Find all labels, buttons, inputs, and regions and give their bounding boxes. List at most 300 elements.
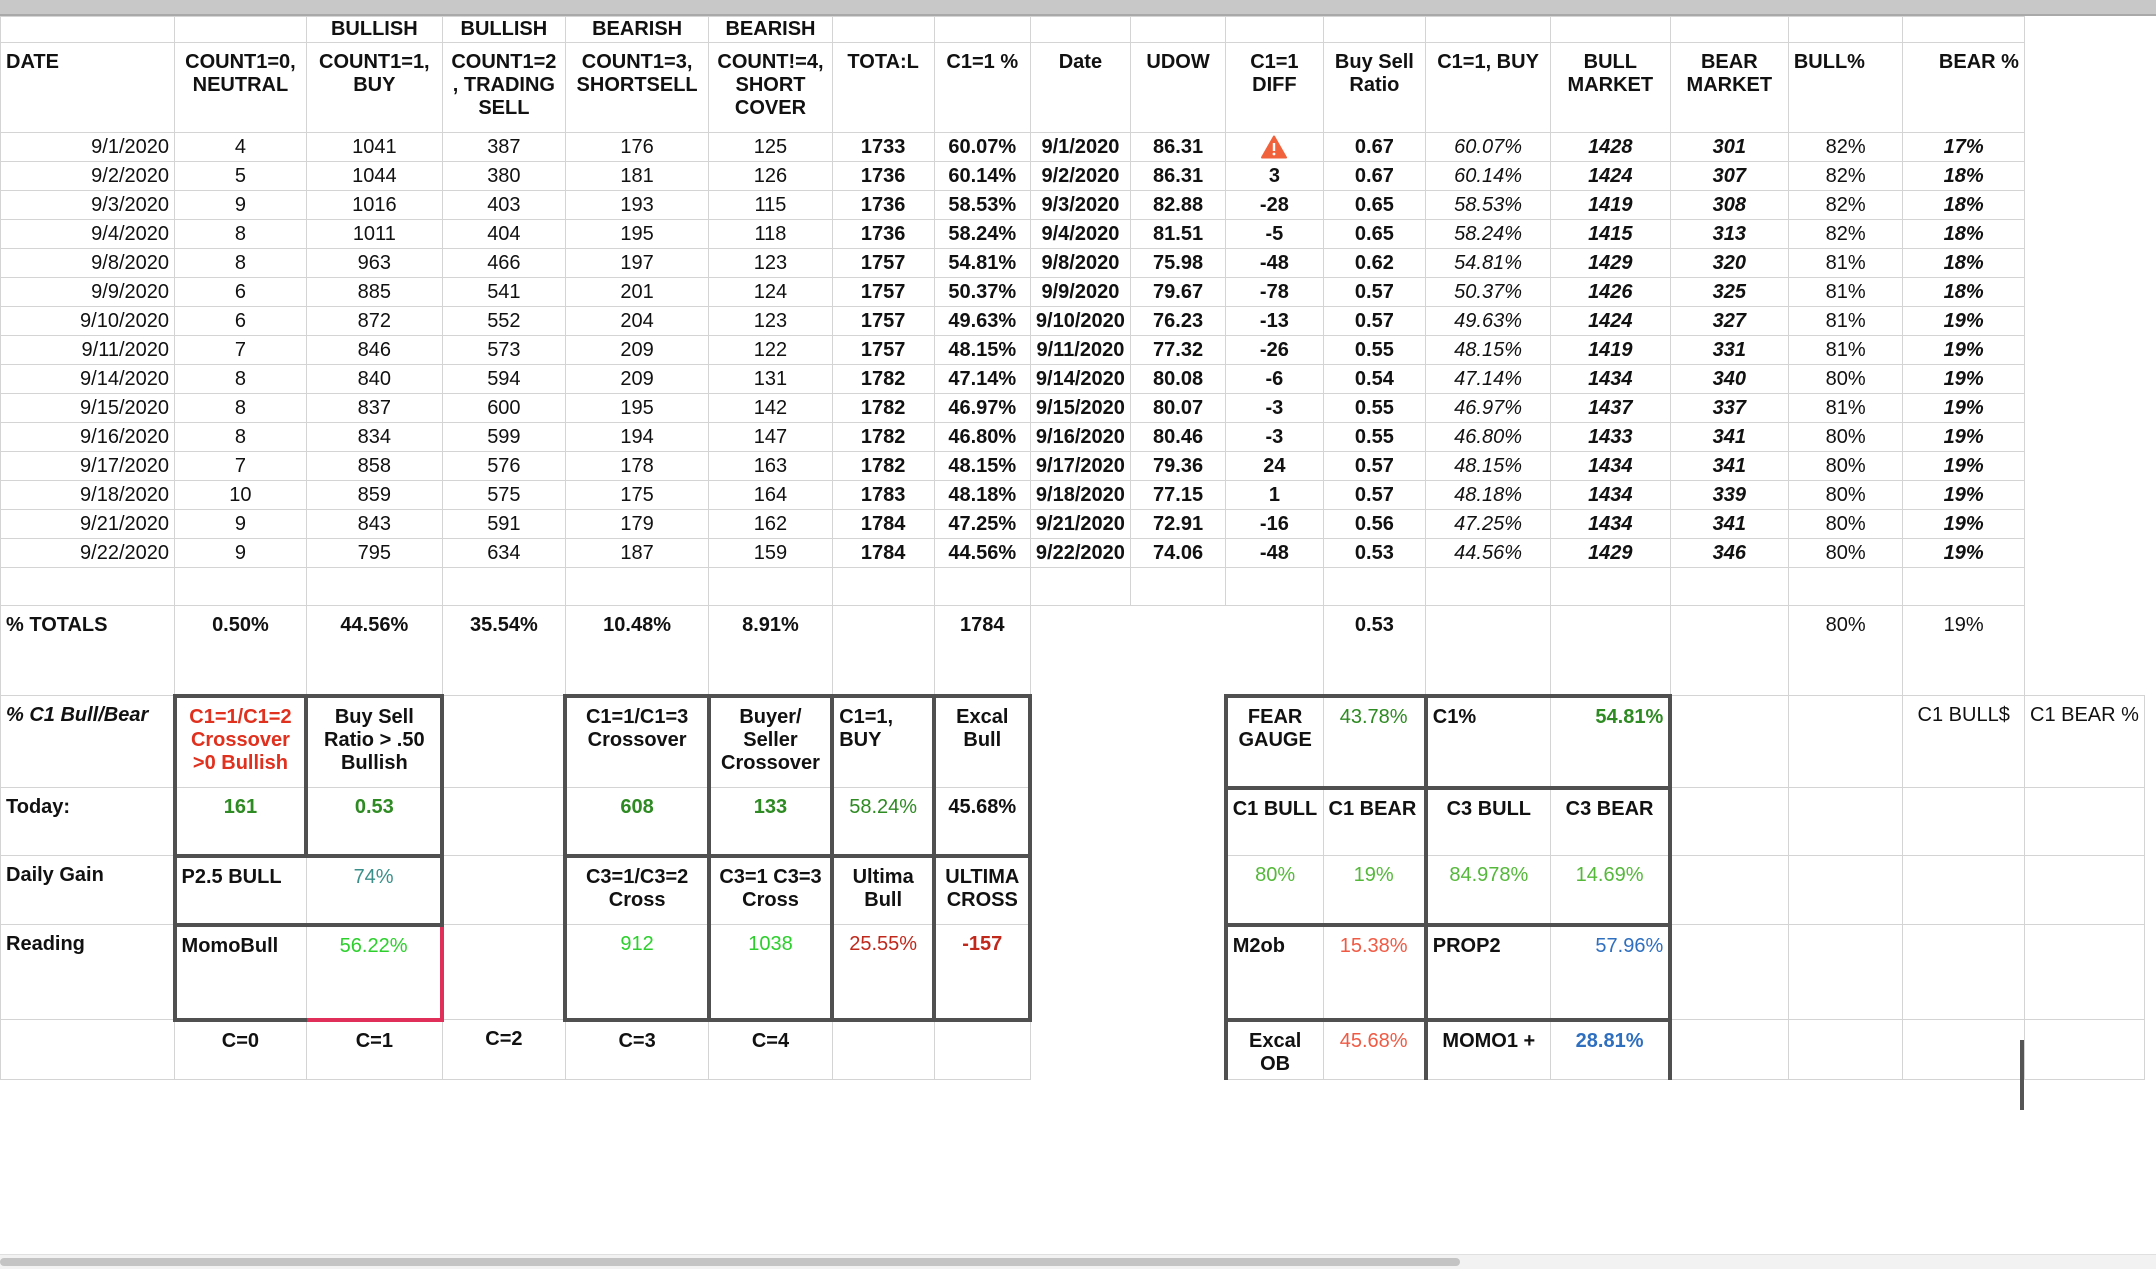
- date-cell[interactable]: 9/3/2020: [1, 191, 175, 220]
- total-cell[interactable]: 1757: [832, 278, 934, 307]
- count-buy-cell[interactable]: 1011: [306, 220, 442, 249]
- c1-pct-cell[interactable]: 46.97%: [934, 394, 1030, 423]
- date-cell[interactable]: 9/14/2020: [1, 365, 175, 394]
- count-neutral-cell[interactable]: 5: [175, 162, 307, 191]
- udow-cell[interactable]: 77.32: [1130, 336, 1225, 365]
- bull-pct-cell[interactable]: 82%: [1788, 162, 1903, 191]
- count-buy-cell[interactable]: 859: [306, 481, 442, 510]
- cell[interactable]: [1426, 17, 1551, 43]
- count-trading-sell-cell[interactable]: 573: [442, 336, 565, 365]
- bull-pct-cell[interactable]: 80%: [1788, 510, 1903, 539]
- ratio-cell[interactable]: 0.65: [1323, 191, 1426, 220]
- bear-market-cell[interactable]: 341: [1670, 423, 1788, 452]
- c3-bull-value[interactable]: 84.978%: [1426, 856, 1551, 925]
- cell[interactable]: [1903, 788, 2024, 856]
- cell[interactable]: [175, 568, 307, 606]
- date2-cell[interactable]: 9/17/2020: [1030, 452, 1130, 481]
- c1-pct-cell[interactable]: 48.18%: [934, 481, 1030, 510]
- date2-cell[interactable]: 9/11/2020: [1030, 336, 1130, 365]
- bear-market-cell[interactable]: 331: [1670, 336, 1788, 365]
- count-short-cover-cell[interactable]: 123: [709, 249, 832, 278]
- c1-c3-crossover-label[interactable]: C1=1/C1=3 Crossover: [565, 696, 708, 788]
- count-buy-cell[interactable]: 872: [306, 307, 442, 336]
- cell[interactable]: [1226, 17, 1323, 43]
- today-ratio-value[interactable]: 0.53: [306, 788, 442, 856]
- cell[interactable]: [1030, 696, 1130, 788]
- count-trading-sell-cell[interactable]: 600: [442, 394, 565, 423]
- count-short-cover-cell[interactable]: 124: [709, 278, 832, 307]
- total-cell[interactable]: 1782: [832, 394, 934, 423]
- cell[interactable]: [1670, 788, 1788, 856]
- cell[interactable]: [832, 606, 934, 696]
- bear-market-cell[interactable]: 307: [1670, 162, 1788, 191]
- momobull-label[interactable]: MomoBull: [175, 925, 307, 1020]
- cell[interactable]: [1, 1020, 175, 1080]
- ratio-cell[interactable]: 0.55: [1323, 336, 1426, 365]
- excal-ob-label[interactable]: Excal OB: [1226, 1020, 1323, 1080]
- today-c1-c3-value[interactable]: 608: [565, 788, 708, 856]
- cell[interactable]: [2024, 856, 2144, 925]
- cell[interactable]: [1130, 856, 1225, 925]
- count-buy-cell[interactable]: 1041: [306, 133, 442, 162]
- cell[interactable]: [1030, 1020, 1130, 1080]
- bear-market-cell[interactable]: 308: [1670, 191, 1788, 220]
- date2-cell[interactable]: 9/15/2020: [1030, 394, 1130, 423]
- cell[interactable]: [934, 17, 1030, 43]
- date-cell[interactable]: 9/15/2020: [1, 394, 175, 423]
- bear-market-cell[interactable]: 341: [1670, 452, 1788, 481]
- cell[interactable]: [1, 17, 175, 43]
- bull-market-cell[interactable]: 1419: [1550, 336, 1670, 365]
- diff-cell[interactable]: 3: [1226, 162, 1323, 191]
- date2-cell[interactable]: 9/3/2020: [1030, 191, 1130, 220]
- diff-cell[interactable]: -48: [1226, 539, 1323, 568]
- bull-market-cell[interactable]: 1415: [1550, 220, 1670, 249]
- c3-bull-label[interactable]: C3 BULL: [1426, 788, 1551, 856]
- column-header[interactable]: BEAR MARKET: [1670, 43, 1788, 133]
- date-cell[interactable]: 9/21/2020: [1, 510, 175, 539]
- count-buy-cell[interactable]: 795: [306, 539, 442, 568]
- momo1-value[interactable]: 28.81%: [1550, 1020, 1670, 1080]
- c3-bear-label[interactable]: C3 BEAR: [1550, 788, 1670, 856]
- diff-cell[interactable]: -16: [1226, 510, 1323, 539]
- excal-bull-label[interactable]: Excal Bull: [934, 696, 1030, 788]
- c1-buy-cell[interactable]: 47.14%: [1426, 365, 1551, 394]
- today-c1-buy-value[interactable]: 58.24%: [832, 788, 934, 856]
- cell[interactable]: [1670, 606, 1788, 696]
- count-trading-sell-cell[interactable]: 403: [442, 191, 565, 220]
- prop2-value[interactable]: 57.96%: [1550, 925, 1670, 1020]
- bull-market-cell[interactable]: 1433: [1550, 423, 1670, 452]
- diff-cell[interactable]: -13: [1226, 307, 1323, 336]
- bull-pct-cell[interactable]: 82%: [1788, 133, 1903, 162]
- p25-bull-value[interactable]: 74%: [306, 856, 442, 925]
- bear-pct-cell[interactable]: 19%: [1903, 423, 2024, 452]
- cell[interactable]: [1130, 17, 1225, 43]
- udow-cell[interactable]: 79.67: [1130, 278, 1225, 307]
- count-neutral-cell[interactable]: 7: [175, 336, 307, 365]
- c1-buy-cell[interactable]: 46.80%: [1426, 423, 1551, 452]
- ratio-cell[interactable]: 0.65: [1323, 220, 1426, 249]
- bear-pct-cell[interactable]: 18%: [1903, 249, 2024, 278]
- cell[interactable]: [1130, 568, 1225, 606]
- total-cell[interactable]: 1733: [832, 133, 934, 162]
- cell[interactable]: [1226, 606, 1323, 696]
- count-neutral-cell[interactable]: 8: [175, 220, 307, 249]
- spreadsheet-grid[interactable]: [0, 16, 2156, 1080]
- bear-market-cell[interactable]: 340: [1670, 365, 1788, 394]
- count-trading-sell-cell[interactable]: 575: [442, 481, 565, 510]
- count-short-cover-cell[interactable]: 126: [709, 162, 832, 191]
- count-neutral-cell[interactable]: 9: [175, 539, 307, 568]
- udow-cell[interactable]: 74.06: [1130, 539, 1225, 568]
- count-trading-sell-cell[interactable]: 466: [442, 249, 565, 278]
- cell[interactable]: [1670, 696, 1788, 788]
- count-buy-cell[interactable]: 1044: [306, 162, 442, 191]
- bull-pct-cell[interactable]: 81%: [1788, 394, 1903, 423]
- ratio-cell[interactable]: 0.62: [1323, 249, 1426, 278]
- diff-cell[interactable]: 1: [1226, 481, 1323, 510]
- udow-cell[interactable]: 82.88: [1130, 191, 1225, 220]
- count-buy-cell[interactable]: 1016: [306, 191, 442, 220]
- udow-cell[interactable]: 77.15: [1130, 481, 1225, 510]
- bull-market-cell[interactable]: 1419: [1550, 191, 1670, 220]
- date2-cell[interactable]: 9/10/2020: [1030, 307, 1130, 336]
- excal-ob-value[interactable]: 45.68%: [1323, 1020, 1426, 1080]
- bear-pct-cell[interactable]: 18%: [1903, 220, 2024, 249]
- count-shortsell-cell[interactable]: 195: [565, 394, 708, 423]
- bear-pct-cell[interactable]: 19%: [1903, 452, 2024, 481]
- count-trading-sell-cell[interactable]: 576: [442, 452, 565, 481]
- date-cell[interactable]: 9/11/2020: [1, 336, 175, 365]
- count-buy-cell[interactable]: 963: [306, 249, 442, 278]
- count-buy-cell[interactable]: 834: [306, 423, 442, 452]
- bear-pct-cell[interactable]: 18%: [1903, 278, 2024, 307]
- column-header[interactable]: COUNT1=1, BUY: [306, 43, 442, 133]
- cell[interactable]: [1670, 925, 1788, 1020]
- c1-pct-cell[interactable]: 47.25%: [934, 510, 1030, 539]
- date-cell[interactable]: 9/22/2020: [1, 539, 175, 568]
- cell[interactable]: [175, 17, 307, 43]
- bear-market-cell[interactable]: 339: [1670, 481, 1788, 510]
- bear-pct-cell[interactable]: 19%: [1903, 365, 2024, 394]
- date2-cell[interactable]: 9/2/2020: [1030, 162, 1130, 191]
- count-buy-cell[interactable]: 885: [306, 278, 442, 307]
- diff-cell[interactable]: [1226, 133, 1323, 162]
- cell[interactable]: [1788, 17, 1903, 43]
- c1-buy-cell[interactable]: 60.07%: [1426, 133, 1551, 162]
- count-short-cover-cell[interactable]: 123: [709, 307, 832, 336]
- bull-market-cell[interactable]: 1424: [1550, 162, 1670, 191]
- diff-cell[interactable]: -28: [1226, 191, 1323, 220]
- column-header[interactable]: Date: [1030, 43, 1130, 133]
- cell[interactable]: [1903, 17, 2024, 43]
- totals-c2[interactable]: 35.54%: [442, 606, 565, 696]
- count-shortsell-cell[interactable]: 193: [565, 191, 708, 220]
- date-cell[interactable]: 9/10/2020: [1, 307, 175, 336]
- cell[interactable]: [1030, 17, 1130, 43]
- column-header[interactable]: COUNT1=3, SHORTSELL: [565, 43, 708, 133]
- total-cell[interactable]: 1736: [832, 162, 934, 191]
- c1-buy-cell[interactable]: 47.25%: [1426, 510, 1551, 539]
- date-cell[interactable]: 9/16/2020: [1, 423, 175, 452]
- cell[interactable]: [1788, 696, 1903, 788]
- cell[interactable]: [1788, 568, 1903, 606]
- count-shortsell-cell[interactable]: 195: [565, 220, 708, 249]
- diff-cell[interactable]: -3: [1226, 423, 1323, 452]
- c1-buy-cell[interactable]: 50.37%: [1426, 278, 1551, 307]
- cell[interactable]: [1, 568, 175, 606]
- bull-market-cell[interactable]: 1424: [1550, 307, 1670, 336]
- c1-pct-cell[interactable]: 48.15%: [934, 336, 1030, 365]
- count-shortsell-cell[interactable]: 178: [565, 452, 708, 481]
- total-cell[interactable]: 1783: [832, 481, 934, 510]
- totals-ratio[interactable]: 0.53: [1323, 606, 1426, 696]
- bull-market-cell[interactable]: 1429: [1550, 249, 1670, 278]
- c0-label[interactable]: C=0: [175, 1020, 307, 1080]
- cell[interactable]: [1130, 925, 1225, 1020]
- c1-buy-cell[interactable]: 60.14%: [1426, 162, 1551, 191]
- fear-gauge-label[interactable]: FEAR GAUGE: [1226, 696, 1323, 788]
- buy-sell-ratio-label[interactable]: Buy Sell Ratio > .50 Bullish: [306, 696, 442, 788]
- udow-cell[interactable]: 80.46: [1130, 423, 1225, 452]
- c1-label[interactable]: C=1: [306, 1020, 442, 1080]
- udow-cell[interactable]: 80.08: [1130, 365, 1225, 394]
- today-crossover-value[interactable]: 161: [175, 788, 307, 856]
- c1-bear-value[interactable]: 19%: [1323, 856, 1426, 925]
- count-buy-cell[interactable]: 846: [306, 336, 442, 365]
- count-buy-cell[interactable]: 843: [306, 510, 442, 539]
- bull-market-cell[interactable]: 1434: [1550, 452, 1670, 481]
- date-cell[interactable]: 9/17/2020: [1, 452, 175, 481]
- cell[interactable]: [832, 1020, 934, 1080]
- cell[interactable]: [1788, 856, 1903, 925]
- date2-cell[interactable]: 9/4/2020: [1030, 220, 1130, 249]
- count-shortsell-cell[interactable]: 176: [565, 133, 708, 162]
- count-shortsell-cell[interactable]: 181: [565, 162, 708, 191]
- m2ob-label[interactable]: M2ob: [1226, 925, 1323, 1020]
- c1-buy-cell[interactable]: 48.15%: [1426, 452, 1551, 481]
- count-buy-cell[interactable]: 837: [306, 394, 442, 423]
- group-label[interactable]: BULLISH: [442, 17, 565, 43]
- c1-pct-cell[interactable]: 60.07%: [934, 133, 1030, 162]
- c1-pct-cell[interactable]: 46.80%: [934, 423, 1030, 452]
- bull-market-cell[interactable]: 1434: [1550, 481, 1670, 510]
- cell[interactable]: [1226, 568, 1323, 606]
- bull-pct-cell[interactable]: 81%: [1788, 278, 1903, 307]
- cell[interactable]: [2024, 1020, 2144, 1080]
- cell[interactable]: [1903, 925, 2024, 1020]
- date2-cell[interactable]: 9/22/2020: [1030, 539, 1130, 568]
- c1-buy-cell[interactable]: 54.81%: [1426, 249, 1551, 278]
- summary-label[interactable]: Reading: [1, 925, 175, 1020]
- c3-c3-3-cross-label[interactable]: C3=1 C3=3 Cross: [709, 856, 832, 925]
- cell[interactable]: [934, 568, 1030, 606]
- totals-c3[interactable]: 10.48%: [565, 606, 708, 696]
- column-header[interactable]: C1=1 %: [934, 43, 1030, 133]
- count-shortsell-cell[interactable]: 201: [565, 278, 708, 307]
- column-header[interactable]: Buy Sell Ratio: [1323, 43, 1426, 133]
- count-trading-sell-cell[interactable]: 599: [442, 423, 565, 452]
- today-excal-bull-value[interactable]: 45.68%: [934, 788, 1030, 856]
- cell[interactable]: [442, 925, 565, 1020]
- ratio-cell[interactable]: 0.57: [1323, 481, 1426, 510]
- date2-cell[interactable]: 9/21/2020: [1030, 510, 1130, 539]
- c1-bull-dollar-label[interactable]: C1 BULL$: [1903, 696, 2024, 788]
- count-neutral-cell[interactable]: 8: [175, 394, 307, 423]
- group-label[interactable]: BEARISH: [709, 17, 832, 43]
- total-cell[interactable]: 1784: [832, 539, 934, 568]
- cell[interactable]: [1670, 856, 1788, 925]
- count-trading-sell-cell[interactable]: 387: [442, 133, 565, 162]
- cell[interactable]: [1130, 788, 1225, 856]
- cell[interactable]: [1550, 17, 1670, 43]
- cell[interactable]: [832, 17, 934, 43]
- c1-pct-cell[interactable]: 54.81%: [934, 249, 1030, 278]
- buyer-seller-crossover-label[interactable]: Buyer/ Seller Crossover: [709, 696, 832, 788]
- cell[interactable]: [442, 696, 565, 788]
- column-header[interactable]: BULL%: [1788, 43, 1903, 133]
- c3-3-cross-value[interactable]: 1038: [709, 925, 832, 1020]
- totals-c4[interactable]: 8.91%: [709, 606, 832, 696]
- ratio-cell[interactable]: 0.57: [1323, 452, 1426, 481]
- c1-buy-cell[interactable]: 48.18%: [1426, 481, 1551, 510]
- cell[interactable]: [934, 1020, 1030, 1080]
- c1-buy-cell[interactable]: 46.97%: [1426, 394, 1551, 423]
- count-trading-sell-cell[interactable]: 634: [442, 539, 565, 568]
- count-neutral-cell[interactable]: 7: [175, 452, 307, 481]
- bear-pct-cell[interactable]: 18%: [1903, 162, 2024, 191]
- total-cell[interactable]: 1782: [832, 423, 934, 452]
- summary-label[interactable]: Daily Gain: [1, 856, 175, 925]
- date2-cell[interactable]: 9/18/2020: [1030, 481, 1130, 510]
- group-label[interactable]: BULLISH: [306, 17, 442, 43]
- date2-cell[interactable]: 9/8/2020: [1030, 249, 1130, 278]
- ratio-cell[interactable]: 0.54: [1323, 365, 1426, 394]
- count-trading-sell-cell[interactable]: 552: [442, 307, 565, 336]
- count-neutral-cell[interactable]: 6: [175, 278, 307, 307]
- count-buy-cell[interactable]: 840: [306, 365, 442, 394]
- c1-pct-cell[interactable]: 50.37%: [934, 278, 1030, 307]
- bull-pct-cell[interactable]: 82%: [1788, 191, 1903, 220]
- today-buyer-seller-value[interactable]: 133: [709, 788, 832, 856]
- count-neutral-cell[interactable]: 9: [175, 510, 307, 539]
- bull-market-cell[interactable]: 1437: [1550, 394, 1670, 423]
- date-cell[interactable]: 9/4/2020: [1, 220, 175, 249]
- cell[interactable]: [1130, 696, 1225, 788]
- bull-pct-cell[interactable]: 81%: [1788, 249, 1903, 278]
- group-label[interactable]: BEARISH: [565, 17, 708, 43]
- m2ob-value[interactable]: 15.38%: [1323, 925, 1426, 1020]
- cell[interactable]: [565, 568, 708, 606]
- cell[interactable]: [442, 788, 565, 856]
- totals-bull-pct[interactable]: 80%: [1788, 606, 1903, 696]
- cell[interactable]: [1670, 1020, 1788, 1080]
- c1-pct-cell[interactable]: 47.14%: [934, 365, 1030, 394]
- bear-market-cell[interactable]: 325: [1670, 278, 1788, 307]
- count-neutral-cell[interactable]: 4: [175, 133, 307, 162]
- ratio-cell[interactable]: 0.53: [1323, 539, 1426, 568]
- total-cell[interactable]: 1784: [832, 510, 934, 539]
- udow-cell[interactable]: 81.51: [1130, 220, 1225, 249]
- scrollbar-thumb[interactable]: [0, 1258, 1460, 1266]
- bear-pct-cell[interactable]: 17%: [1903, 133, 2024, 162]
- diff-cell[interactable]: -48: [1226, 249, 1323, 278]
- ratio-cell[interactable]: 0.57: [1323, 278, 1426, 307]
- c1-bull-label[interactable]: C1 BULL: [1226, 788, 1323, 856]
- udow-cell[interactable]: 75.98: [1130, 249, 1225, 278]
- c1-buy-cell[interactable]: 44.56%: [1426, 539, 1551, 568]
- bull-market-cell[interactable]: 1434: [1550, 365, 1670, 394]
- totals-bear-pct[interactable]: 19%: [1903, 606, 2024, 696]
- count-neutral-cell[interactable]: 8: [175, 423, 307, 452]
- date-cell[interactable]: 9/9/2020: [1, 278, 175, 307]
- ratio-cell[interactable]: 0.55: [1323, 394, 1426, 423]
- c1-bear-pct-label[interactable]: C1 BEAR %: [2024, 696, 2144, 788]
- ultima-bull-label[interactable]: Ultima Bull: [832, 856, 934, 925]
- cell[interactable]: [1550, 568, 1670, 606]
- bull-pct-cell[interactable]: 81%: [1788, 307, 1903, 336]
- bear-pct-cell[interactable]: 19%: [1903, 394, 2024, 423]
- cell[interactable]: [1903, 1020, 2024, 1080]
- bear-market-cell[interactable]: 337: [1670, 394, 1788, 423]
- column-header[interactable]: C1=1 DIFF: [1226, 43, 1323, 133]
- cell[interactable]: [1030, 856, 1130, 925]
- cell[interactable]: [1670, 17, 1788, 43]
- bull-pct-cell[interactable]: 80%: [1788, 452, 1903, 481]
- diff-cell[interactable]: 24: [1226, 452, 1323, 481]
- diff-cell[interactable]: -78: [1226, 278, 1323, 307]
- c1-pct-cell[interactable]: 58.24%: [934, 220, 1030, 249]
- summary-label[interactable]: % C1 Bull/Bear: [1, 696, 175, 788]
- cell[interactable]: [442, 568, 565, 606]
- column-header[interactable]: DATE: [1, 43, 175, 133]
- count-neutral-cell[interactable]: 9: [175, 191, 307, 220]
- cell[interactable]: [442, 856, 565, 925]
- count-short-cover-cell[interactable]: 147: [709, 423, 832, 452]
- crossover-label[interactable]: C1=1/C1=2 Crossover >0 Bullish: [175, 696, 307, 788]
- c1-pct-cell[interactable]: 60.14%: [934, 162, 1030, 191]
- count-shortsell-cell[interactable]: 209: [565, 336, 708, 365]
- totals-c1[interactable]: 44.56%: [306, 606, 442, 696]
- c1-pct-cell[interactable]: 44.56%: [934, 539, 1030, 568]
- count-trading-sell-cell[interactable]: 380: [442, 162, 565, 191]
- cell[interactable]: [1788, 1020, 1903, 1080]
- c2-label[interactable]: C=2: [442, 1020, 565, 1080]
- c4-label[interactable]: C=4: [709, 1020, 832, 1080]
- count-shortsell-cell[interactable]: 179: [565, 510, 708, 539]
- cell[interactable]: [1030, 788, 1130, 856]
- date2-cell[interactable]: 9/16/2020: [1030, 423, 1130, 452]
- bull-pct-cell[interactable]: 80%: [1788, 539, 1903, 568]
- cell[interactable]: [306, 568, 442, 606]
- bull-pct-cell[interactable]: 80%: [1788, 423, 1903, 452]
- date-cell[interactable]: 9/18/2020: [1, 481, 175, 510]
- c1-buy-cell[interactable]: 49.63%: [1426, 307, 1551, 336]
- c3-bear-value[interactable]: 14.69%: [1550, 856, 1670, 925]
- ratio-cell[interactable]: 0.56: [1323, 510, 1426, 539]
- bull-market-cell[interactable]: 1426: [1550, 278, 1670, 307]
- date2-cell[interactable]: 9/1/2020: [1030, 133, 1130, 162]
- count-short-cover-cell[interactable]: 163: [709, 452, 832, 481]
- count-trading-sell-cell[interactable]: 541: [442, 278, 565, 307]
- cell[interactable]: [1788, 925, 1903, 1020]
- bull-pct-cell[interactable]: 80%: [1788, 481, 1903, 510]
- column-header[interactable]: COUNT!=4, SHORT COVER: [709, 43, 832, 133]
- cell[interactable]: [709, 568, 832, 606]
- diff-cell[interactable]: -26: [1226, 336, 1323, 365]
- cell[interactable]: [2024, 788, 2144, 856]
